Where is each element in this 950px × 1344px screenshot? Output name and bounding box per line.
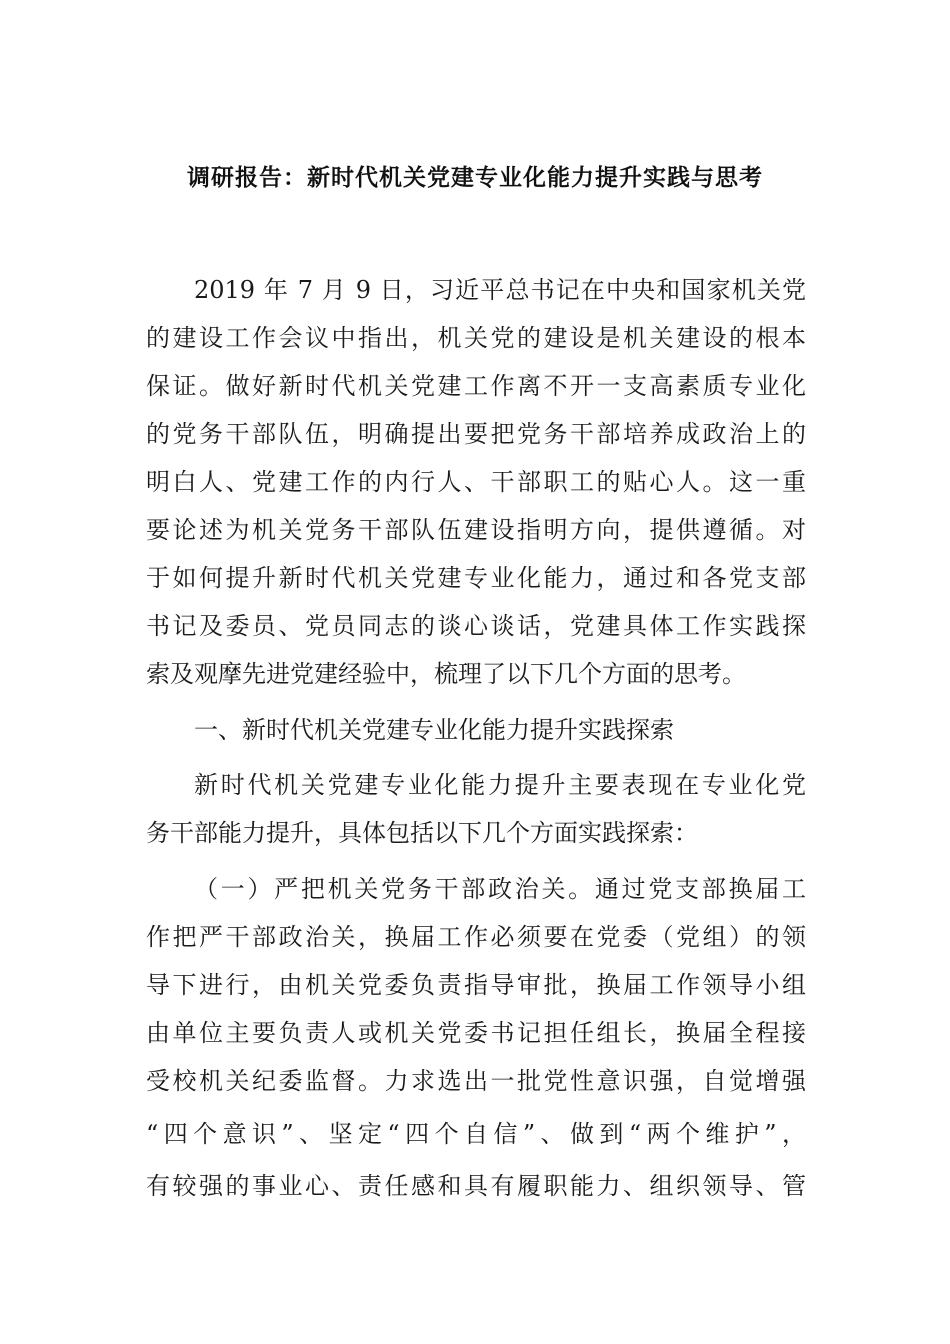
paragraph-line: 要论述为机关党务干部队伍建设指明方向，提供遵循。对 xyxy=(146,516,806,544)
paragraph-line: 的建设工作会议中指出，机关党的建设是机关建设的根本 xyxy=(146,324,806,352)
section-heading: 一、新时代机关党建专业化能力提升实践探索 xyxy=(194,716,674,744)
paragraph-line: “四个意识”、坚定“四个自信”、做到“两个维护”， xyxy=(146,1120,806,1148)
paragraph-line: 新时代机关党建专业化能力提升主要表现在专业化党 xyxy=(194,771,806,799)
paragraph-line: 的党务干部队伍，明确提出要把党务干部培养成政治上的 xyxy=(146,420,806,448)
paragraph-line: 书记及委员、党员同志的谈心谈话，党建具体工作实践探 xyxy=(146,612,806,640)
paragraph-line: 有较强的事业心、责任感和具有履职能力、组织领导、管 xyxy=(146,1172,806,1200)
paragraph-line: 索及观摩先进党建经验中，梳理了以下几个方面的思考。 xyxy=(146,660,746,688)
paragraph-line: 保证。做好新时代机关党建工作离不开一支高素质专业化 xyxy=(146,372,806,400)
paragraph-line: 导下进行，由机关党委负责指导审批，换届工作领导小组 xyxy=(146,971,806,999)
paragraph-line: 于如何提升新时代机关党建专业化能力，通过和各党支部 xyxy=(146,564,806,592)
paragraph-line: 受校机关纪委监督。力求选出一批党性意识强，自觉增强 xyxy=(146,1067,806,1095)
document-title: 调研报告：新时代机关党建专业化能力提升实践与思考 xyxy=(187,164,763,191)
paragraph-line: 务干部能力提升，具体包括以下几个方面实践探索： xyxy=(146,819,698,847)
paragraph-line: 明白人、党建工作的内行人、干部职工的贴心人。这一重 xyxy=(146,468,806,496)
paragraph-line: 2019 年 7 月 9 日，习近平总书记在中央和国家机关党 xyxy=(194,276,806,304)
paragraph-line: 作把严干部政治关，换届工作必须要在党委（党组）的领 xyxy=(146,923,806,951)
paragraph-line: 由单位主要负责人或机关党委书记担任组长，换届全程接 xyxy=(146,1019,806,1047)
subsection-line: （一）严把机关党务干部政治关。通过党支部换届工 xyxy=(194,875,806,903)
